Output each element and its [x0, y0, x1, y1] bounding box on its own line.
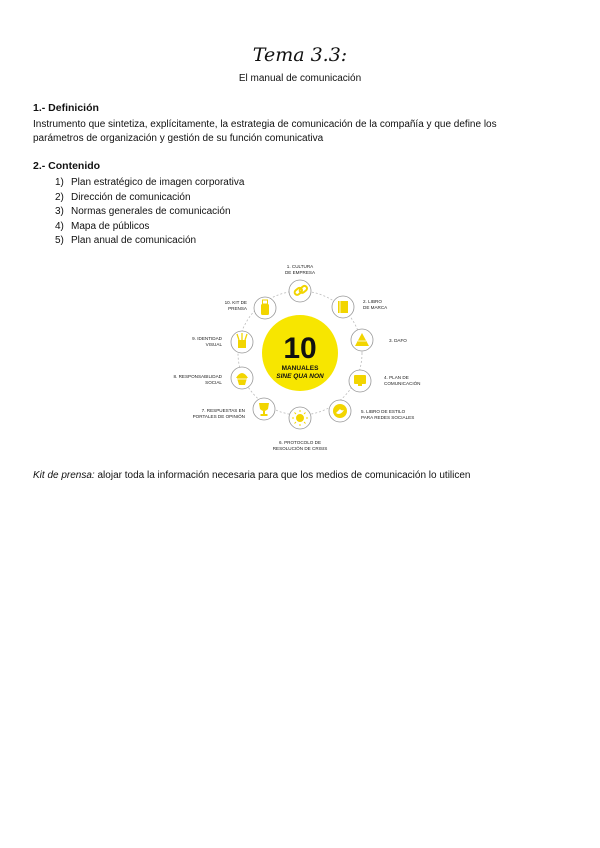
node-2: [332, 296, 388, 318]
node-label-1: 9. IDENTIDAD: [192, 336, 222, 341]
center-label-1: MANUALES: [281, 365, 319, 372]
node-label-2: PORTALES DE OPINIÓN: [192, 414, 245, 419]
list-item-text: Mapa de públicos: [71, 220, 150, 232]
node-6: [273, 407, 328, 451]
footnote-text: alojar toda la información necesaria para que los medios de comunicación lo utilicen: [94, 470, 471, 481]
page-title: Tema 3.3:: [252, 44, 348, 66]
node-label-2: PRENSA: [228, 306, 247, 311]
manuals-diagram: [165, 258, 435, 458]
section-contents-heading: 2.- Contenido: [33, 160, 101, 172]
node-10: [225, 297, 276, 319]
definition-line-1: Instrumento que sintetiza, explícitamente, la estrategia de comunicación de la compañía y que define los: [33, 119, 497, 130]
definition-text: [33, 118, 568, 145]
page-subtitle: El manual de comunicación: [238, 73, 362, 84]
node-1: [285, 264, 316, 302]
list-item-text: Plan anual de comunicación: [71, 235, 197, 247]
node-label-2: PARA REDES SOCIALES: [361, 415, 415, 420]
node-5: [329, 400, 414, 422]
list-item-number: 3): [55, 206, 64, 218]
node-8: [173, 367, 253, 389]
list-item-number: 1): [55, 177, 64, 188]
node-label-2: VISUAL: [205, 342, 222, 347]
footnote-term: Kit de prensa:: [33, 470, 95, 481]
node-3: [351, 329, 407, 351]
node-label-1: 2. LIBRO: [363, 299, 382, 304]
node-label-2: COMUNICACIÓN: [384, 381, 421, 386]
node-label-1: 3. DAFO: [389, 338, 407, 343]
node-label-1: 5. LIBRO DE ESTILO: [361, 409, 406, 414]
list-item-text: Dirección de comunicación: [71, 191, 191, 203]
list-item: [55, 176, 244, 191]
definition-line-2: parámetros de organización y gestión de su función comunicativa: [33, 132, 324, 144]
node-label-1: 10. KIT DE: [224, 300, 247, 305]
list-item: [55, 220, 244, 235]
node-label-1: 7. RESPUESTAS EN: [201, 408, 245, 413]
list-item: [55, 234, 244, 249]
list-item-number: 4): [55, 220, 64, 232]
list-item-text: Plan estratégico de imagen corporativa: [71, 177, 245, 188]
center-label-2: SINE QUA NON: [276, 373, 324, 380]
list-item-number: 2): [55, 191, 64, 203]
section-definition-heading: 1.- Definición: [33, 102, 99, 114]
node-label-1: 6. PROTOCOLO DE: [278, 440, 322, 445]
node-label-1: 4. PLAN DE: [384, 375, 409, 380]
node-label-2: SOCIAL: [205, 380, 222, 385]
contents-list: [55, 176, 244, 249]
node-label-1: 1. CULTURA: [286, 264, 314, 269]
node-label-2: RESOLUCIÓN DE CRISIS: [272, 446, 328, 451]
node-label-1: 8. RESPONSABILIDAD: [173, 374, 222, 379]
node-label-2: DE EMPRESA: [284, 270, 316, 275]
book-icon: [338, 301, 348, 313]
node-4: [349, 370, 421, 392]
list-item-number: 5): [55, 235, 64, 247]
twitter-bird-icon: [333, 404, 347, 418]
list-item-text: Normas generales de comunicación: [71, 206, 231, 218]
node-9: [192, 331, 253, 353]
list-item: [55, 205, 244, 220]
node-label-2: DE MARCA: [363, 305, 388, 310]
node-7: [193, 398, 275, 420]
center-number: 10: [283, 332, 317, 365]
footnote: [33, 470, 471, 481]
list-item: [55, 191, 244, 206]
